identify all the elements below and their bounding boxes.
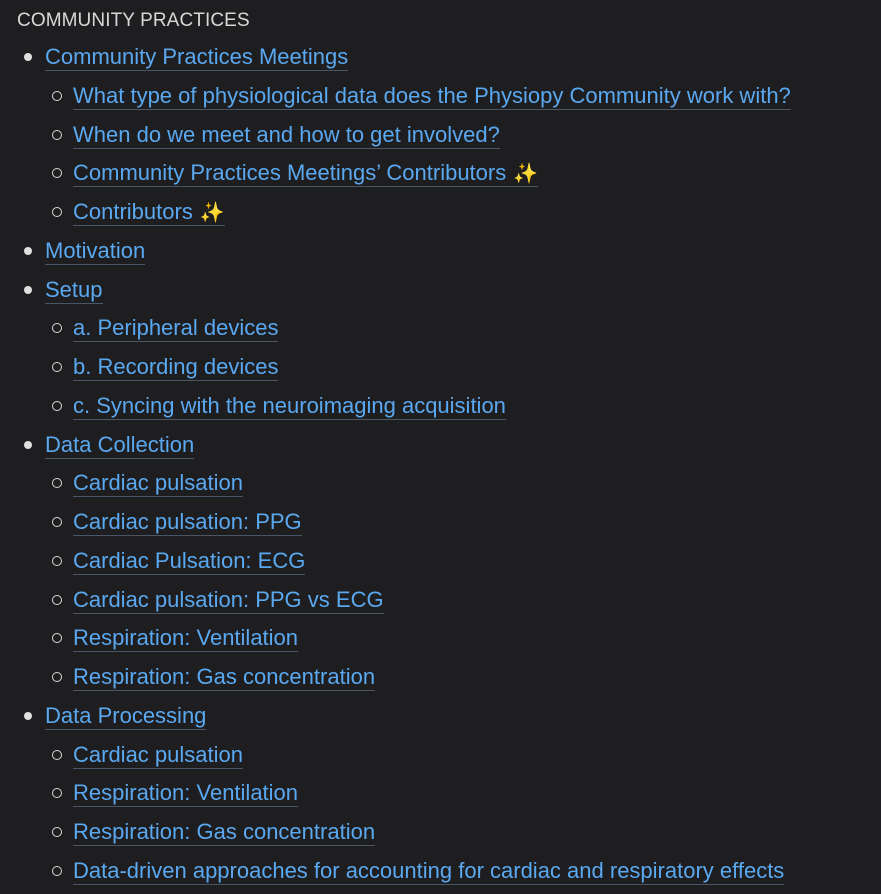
toc-link[interactable] — [73, 548, 305, 575]
toc-section-item — [24, 703, 206, 729]
toc-section-item — [24, 432, 194, 458]
toc-link-label: a. Peripheral devices — [73, 314, 279, 340]
circle-bullet-icon — [52, 595, 62, 605]
toc-link-label: Motivation — [45, 237, 146, 263]
toc-link[interactable] — [45, 432, 194, 459]
disc-bullet-icon — [24, 247, 32, 255]
toc-subsection-item — [52, 122, 500, 148]
toc-link[interactable] — [73, 509, 302, 536]
toc-subsection-item — [52, 470, 243, 496]
circle-bullet-icon — [52, 866, 62, 876]
toc-link-label: Cardiac pulsation — [73, 469, 243, 495]
toc-link[interactable] — [73, 470, 243, 497]
toc-link-label: c. Syncing with the neuroimaging acquisition — [73, 392, 506, 418]
toc-link[interactable] — [73, 354, 278, 381]
circle-bullet-icon — [52, 788, 62, 798]
sparkles-icon: ✨ — [199, 199, 225, 224]
toc-link-label: Data-driven approaches for accounting for cardiac and respiratory effects — [73, 857, 785, 883]
toc-link[interactable] — [73, 199, 225, 226]
toc-subsection-item — [52, 625, 298, 651]
toc-link[interactable] — [73, 122, 500, 149]
toc-link-label: Respiration: Ventilation — [73, 624, 299, 650]
sparkles-icon: ✨ — [513, 160, 539, 185]
toc-link-label: Respiration: Gas concentration — [73, 818, 376, 844]
circle-bullet-icon — [52, 130, 62, 140]
toc-link[interactable] — [45, 44, 348, 71]
toc-link[interactable] — [45, 703, 206, 730]
toc-subsection-item — [52, 83, 791, 109]
toc-link-label: When do we meet and how to get involved? — [73, 121, 500, 147]
toc-subsection-item — [52, 393, 506, 419]
toc-subsection-item — [52, 160, 538, 186]
toc-link[interactable] — [73, 393, 506, 420]
circle-bullet-icon — [52, 323, 62, 333]
toc-link[interactable] — [73, 625, 298, 652]
toc-subsection-item — [52, 315, 278, 341]
toc-subsection-item — [52, 858, 784, 884]
toc-link[interactable] — [45, 238, 145, 265]
toc-link-label: Cardiac pulsation: PPG — [73, 508, 302, 534]
toc-link-label: Cardiac pulsation: PPG vs ECG — [73, 586, 384, 612]
circle-bullet-icon — [52, 633, 62, 643]
circle-bullet-icon — [52, 168, 62, 178]
disc-bullet-icon — [24, 286, 32, 294]
toc-subsection-item — [52, 780, 298, 806]
toc-link[interactable] — [73, 819, 375, 846]
toc-subsection-item — [52, 587, 384, 613]
circle-bullet-icon — [52, 478, 62, 488]
toc-subsection-item — [52, 742, 243, 768]
disc-bullet-icon — [24, 53, 32, 61]
circle-bullet-icon — [52, 207, 62, 217]
toc-link[interactable] — [73, 742, 243, 769]
circle-bullet-icon — [52, 362, 62, 372]
circle-bullet-icon — [52, 401, 62, 411]
toc-section-item — [24, 44, 348, 70]
toc-link-label: What type of physiological data does the Physiopy Community work with? — [73, 82, 791, 108]
toc-link[interactable] — [73, 780, 298, 807]
toc-subsection-item — [52, 509, 302, 535]
toc-subsection-item — [52, 664, 375, 690]
toc-link-label: Community Practices Meetings — [45, 43, 349, 69]
toc-subsection-item — [52, 548, 305, 574]
toc-link[interactable] — [73, 315, 278, 342]
toc-link[interactable] — [73, 664, 375, 691]
toc-link-label: Cardiac pulsation — [73, 741, 243, 767]
toc-section-item — [24, 277, 103, 303]
circle-bullet-icon — [52, 750, 62, 760]
circle-bullet-icon — [52, 517, 62, 527]
toc-subsection-item — [52, 354, 278, 380]
toc-subsection-item — [52, 819, 375, 845]
toc-link[interactable] — [73, 587, 384, 614]
toc-link-label: Contributors — [73, 198, 193, 224]
toc-title: COMMUNITY PRACTICES — [17, 10, 250, 31]
toc-section-item — [24, 238, 145, 264]
circle-bullet-icon — [52, 556, 62, 566]
circle-bullet-icon — [52, 91, 62, 101]
disc-bullet-icon — [24, 441, 32, 449]
toc-link[interactable] — [73, 858, 784, 885]
toc-subsection-item — [52, 199, 225, 225]
toc-link-label: Setup — [45, 276, 103, 302]
toc-link-label: Cardiac Pulsation: ECG — [73, 547, 306, 573]
toc-link[interactable] — [73, 160, 538, 187]
toc-link-label: Community Practices Meetings’ Contributors — [73, 159, 507, 185]
toc-link-label: Respiration: Ventilation — [73, 779, 299, 805]
disc-bullet-icon — [24, 712, 32, 720]
circle-bullet-icon — [52, 672, 62, 682]
toc-link[interactable] — [73, 83, 791, 110]
circle-bullet-icon — [52, 827, 62, 837]
toc-link[interactable] — [45, 277, 103, 304]
toc-link-label: Data Processing — [45, 702, 207, 728]
toc-link-label: b. Recording devices — [73, 353, 279, 379]
toc-link-label: Data Collection — [45, 431, 195, 457]
toc-link-label: Respiration: Gas concentration — [73, 663, 376, 689]
